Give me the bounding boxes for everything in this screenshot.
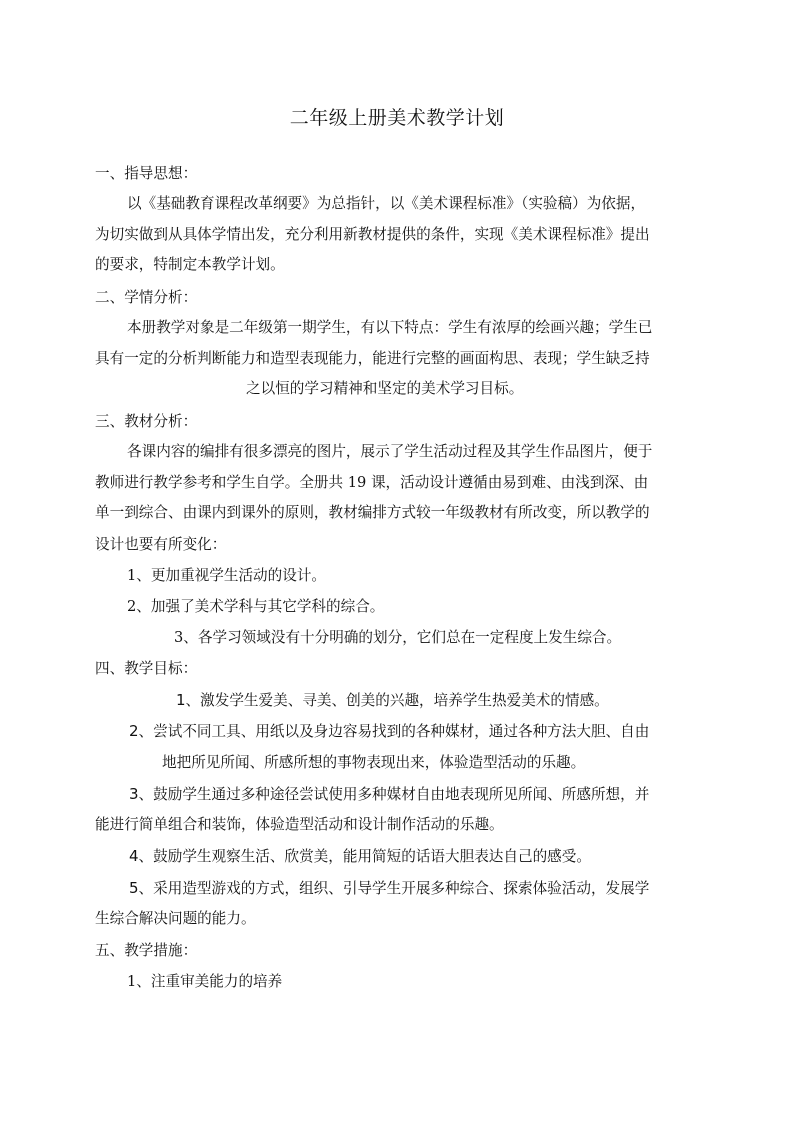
list-item (129, 721, 649, 742)
list-number: 3 (129, 785, 139, 803)
list-number: 5 (129, 879, 139, 897)
paragraph-line: 以《基础教育课程改革纲要》为总指针，以《美术课程标准》（实验稿）为依据， (127, 195, 646, 212)
list-item-text: 、采用造型游戏的方式，组织、引导学生开展多种综合、探索体验活动，发展学 (138, 880, 650, 897)
list-item-text: 、尝试不同工具、用纸以及身边容易找到的各种媒材，通过各种方法大胆、自由 (138, 723, 650, 740)
paragraph-line: 单一到综合、由课内到课外的原则，教材编排方式较一年级教材有所改变，所以教学的 (95, 504, 650, 521)
list-item-text: 、鼓励学生通过多种途径尝试使用多种媒材自由地表现所见所闻、所感所想，并 (138, 786, 650, 803)
list-item-text: 、鼓励学生观察生活、欣赏美，能用简短的话语大胆表达自己的感受。 (138, 848, 591, 865)
section-heading: 二、学情分析： (95, 289, 198, 306)
list-number: 2 (129, 722, 139, 740)
list-item: 1、注重审美能力的培养 (127, 973, 283, 990)
section-heading: 三、教材分析： (95, 413, 198, 430)
section-heading: 五、教学措施： (95, 942, 198, 959)
list-item-text: 、激发学生爱美、寻美、创美的兴趣，培养学生热爱美术的情感。 (185, 692, 609, 709)
list-item (176, 690, 609, 711)
section-heading: 一、指导思想： (95, 165, 198, 182)
page-title: 二年级上册美术教学计划 (289, 107, 505, 129)
paragraph-line: 生综合解决问题的能力。 (95, 910, 256, 927)
list-item (129, 878, 649, 899)
paragraph-line: 为切实做到从具体学情出发，充分利用新教材提供的条件，实现《美术课程标准》提出 (95, 226, 650, 243)
list-item (129, 784, 649, 805)
paragraph-line: 地把所见所闻、所感所想的事物表现出来，体验造型活动的乐趣。 (162, 754, 586, 771)
paragraph-line: 教师进行教学参考和学生自学。全册共 19 课，活动设计遵循由易到难、由浅到深、由 (95, 474, 649, 491)
list-number: 4 (129, 847, 139, 865)
paragraph-line: 具有一定的分析判断能力和造型表现能力，能进行完整的画面构思、表现；学生缺乏持 (95, 350, 650, 367)
list-item: 3、各学习领域没有十分明确的划分，它们总在一定程度上发生综合。 (174, 629, 622, 646)
list-number: 1 (176, 691, 186, 709)
paragraph-line: 各课内容的编排有很多漂亮的图片，展示了学生活动过程及其学生作品图片，便于 (127, 443, 653, 460)
paragraph-line: 设计也要有所变化： (95, 536, 227, 553)
list-item: 2、加强了美术学科与其它学科的综合。 (127, 598, 385, 615)
paragraph-line: 的要求，特制定本教学计划。 (95, 256, 285, 273)
paragraph-line: 能进行简单组合和装饰，体验造型活动和设计制作活动的乐趣。 (95, 816, 504, 833)
list-item (129, 846, 591, 867)
paragraph-line: 之以恒的学习精神和坚定的美术学习目标。 (246, 380, 524, 397)
section-heading: 四、教学目标： (95, 660, 198, 677)
list-item: 1、更加重视学生活动的设计。 (127, 567, 327, 584)
paragraph-line: 本册教学对象是二年级第一期学生，有以下特点：学生有浓厚的绘画兴趣；学生已 (127, 319, 653, 336)
